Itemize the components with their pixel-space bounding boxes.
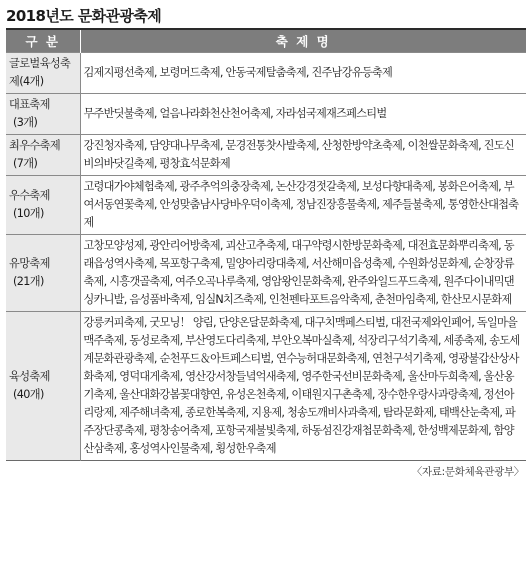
category-count: (7개): [13, 157, 38, 170]
festival-list-cell: 고창모양성제, 광안리어방축제, 괴산고추축제, 대구약령시한방문화축제, 대전효문화뿌리축제, 동래읍성역사축제, 목포항구축제, 밀양아리랑대축제, 서산해미읍성축제, 수원화성문화제, 순창장류축제, 시흥갯골축제, 여주오곡나루축제, 영암왕인문화축제, 완주와일드푸드축제, 원주다이내믹댄싱카니발, 음성품바축제, 임실N치즈축제, 인천펜타포트음악축제, 춘천마임축제, 한산모시문화제: [80, 235, 526, 312]
category-count: (40개): [13, 388, 44, 401]
category-cell: [6, 235, 80, 312]
table-row: [6, 53, 526, 94]
table-row: [6, 135, 526, 176]
category-cell: [6, 312, 80, 461]
table-row: [6, 312, 526, 461]
festival-table: [6, 28, 526, 461]
festival-list-cell: 강진청자축제, 담양대나무축제, 문경전통찻사발축제, 산청한방약초축제, 이천쌀문화축제, 진도신비의바닷길축제, 평창효석문화제: [80, 135, 526, 176]
festival-list-cell: 무주반딧불축제, 얼음나라화천산천어축제, 자라섬국제재즈페스티벌: [80, 94, 526, 135]
category-label: 최우수축제: [9, 139, 61, 152]
header-category: 구 분: [6, 29, 80, 53]
table-row: [6, 235, 526, 312]
table-row: [6, 94, 526, 135]
category-label: 글로벌육성: [9, 57, 61, 70]
category-count: (10개): [13, 207, 44, 220]
category-cell: [6, 135, 80, 176]
category-count: 축제(4개): [9, 57, 71, 88]
festival-list-cell: 고령대가야체험축제, 광주추억의충장축제, 논산강경젓갈축제, 보성다향대축제, 봉화은어축제, 부여서동연꽃축제, 안성맞춤남사당바우덕이축제, 정남진장흥물축제, 제주들불축제, 통영한산대첩축제: [80, 176, 526, 235]
category-label: 대표축제: [9, 98, 50, 111]
festival-list-cell: 김제지평선축제, 보령머드축제, 안동국제탈춤축제, 진주남강유등축제: [80, 53, 526, 94]
festival-list-cell: 강릉커피축제, 굿모닝！ 양림, 단양온달문화축제, 대구치맥페스티벌, 대전국제와인페어, 독일마을맥주축제, 동성로축제, 부산영도다리축제, 부안오복마실축제, 석장리구석기축제, 세종축제, 송도세계문화관광축제, 순천푸드＆아트페스티벌, 연수능허대문화축제, 연천구석기축제, 영광불갑산상사화축제, 영덕대게축제, 영산강서창들녘억새축제, 영주한국선비문화축제, 울산마두희축제, 울산옹기축제, 울산대화강봄꽃대향연, 유성온천축제, 이태원지구촌축제, 장수한우랑사과랑축제, 정선아리랑제, 제주해녀축제, 종로한복축제, 지용제, 청송도깨비사과축제, 탐라문화제, 태백산눈축제, 파주장단콩축제, 평창송어축제, 포항국제불빛축제, 하동섬진강재첩문화축제, 한성백제문화제, 함양산삼축제, 홍성역사인물축제, 횡성한우축제: [80, 312, 526, 461]
category-count: (3개): [13, 116, 38, 129]
category-cell: [6, 176, 80, 235]
source-note: 〈자료:문화체육관광부〉: [411, 466, 524, 478]
category-label: 유망축제: [9, 257, 50, 270]
table-header-row: [6, 29, 526, 53]
category-label: 우수축제: [9, 189, 50, 202]
category-cell: [6, 94, 80, 135]
category-count: (21개): [13, 275, 44, 288]
page-title: 2018년도 문화관광축제: [6, 7, 162, 25]
category-cell: [6, 53, 80, 94]
table-row: [6, 176, 526, 235]
category-label: 육성축제: [9, 370, 50, 383]
header-festival: 축 제 명: [80, 29, 526, 53]
